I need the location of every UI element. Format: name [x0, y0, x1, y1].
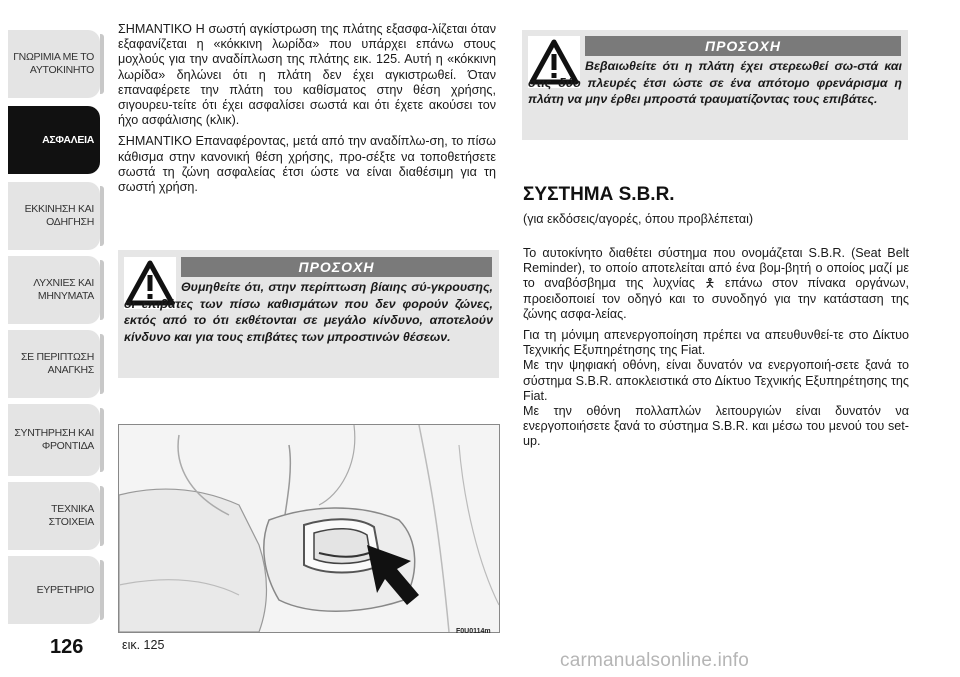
tab-safety[interactable]: ΑΣΦΑΛΕΙΑ	[8, 106, 100, 174]
watermark: carmanualsonline.info	[560, 650, 750, 671]
tab-emergency[interactable]: ΣΕ ΠΕΡΙΠΤΩΣΗ ΑΝΑΓΚΗΣ	[8, 330, 100, 398]
warning-text: Βεβαιωθείτε ότι η πλάτη έχει στερεωθεί σω-στά και στις δύο πλευρές έτσι ώστε σε ένα απότομο φρενάρισμα η πλάτη να μην έρθει μπροστά τραυματίζοντας τους επιβάτες.	[528, 59, 902, 106]
warning-header: ΠΡΟΣΟΧΗ	[585, 36, 901, 56]
tab-shadow	[100, 486, 104, 546]
tab-index[interactable]: ΕΥΡΕΤΗΡΙΟ	[8, 556, 100, 624]
paragraph-seat-belt-position: ΣΗΜΑΝΤΙΚΟ Επαναφέροντας, μετά από την αναδίπλω-ση, το πίσω κάθισμα στην κανονική θέση χρήσης, προ-σέξτε να τοποθετήσετε σωστά τη ζώνη ασφαλείας έτσι ώστε να είναι διαθέσιμη για τη σωστή χρήση.	[118, 134, 496, 195]
tab-shadow	[100, 560, 104, 620]
tab-starting-driving[interactable]: ΕΚΚΙΝΗΣΗ ΚΑΙ ΟΔΗΓΗΣΗ	[8, 182, 100, 250]
warning-box-rear-passengers	[118, 250, 499, 378]
figure-rear-seat-lever	[118, 424, 500, 633]
tab-shadow	[100, 34, 104, 94]
tab-shadow	[100, 260, 104, 320]
tab-shadow	[100, 334, 104, 394]
right-column-text	[523, 246, 909, 456]
paragraph-sbr-reactivation: Για τη μόνιμη απενεργοποίηση πρέπει να απευθυνθεί-τε στο Δίκτυο Τεχνικής Εξυπηρέτησης της Fiat. Με την ψηφιακή οθόνη, είναι δυνατόν να ενεργοποιή-σετε ξανά το σύστημα S.B.R. αποκλειστικά στο Δίκτυο Τεχνικής Εξυπηρέτησης της Fiat. Με την οθόνη πολλαπλών λειτουργιών είναι δυνατόν να ενεργοποιήσετε ξανά το σύστημα S.B.R. και μέσω του μενού του set-up.	[523, 328, 909, 449]
tab-technical-data[interactable]: ΤΕΧΝΙΚΑ ΣΤΟΙΧΕΙΑ	[8, 482, 100, 550]
section-title: ΣΥΣΤΗΜΑ S.B.R.	[523, 184, 675, 205]
page-number: 126	[50, 636, 84, 658]
paragraph-sbr-description: Το αυτοκίνητο διαθέτει σύστημα που ονομάζεται S.B.R. (Seat Belt Reminder), το οποίο αποτελείται από ένα βομ-βητή ο οποίος μαζί με το αναβόσβημα της λυχνίας 🯅 επάνω στον πίνακα οργάνων, προειδοποιεί τον οδηγό και το συνοδηγό για την κατάσταση της ζώνης ασφα-λείας.	[523, 246, 909, 321]
tab-shadow	[100, 186, 104, 246]
figure-code: F0U0114m	[456, 628, 491, 635]
figure-caption: εικ. 125	[122, 638, 165, 652]
warning-header: ΠΡΟΣΟΧΗ	[181, 257, 492, 277]
left-column-text	[118, 22, 496, 201]
tab-warning-lights[interactable]: ΛΥΧΝΙΕΣ ΚΑΙ ΜΗΝΥΜΑΤΑ	[8, 256, 100, 324]
paragraph-backrest-lock: ΣΗΜΑΝΤΙΚΟ Η σωστή αγκίστρωση της πλάτης εξασφα-λίζεται όταν εξαφανίζεται η «κόκκινη λωρίδα» που υπάρχει επάνω στους μοχλούς για την αναδίπλωση της πλάτης εικ. 125. Αυτή η «κόκκινη λωρίδα» δηλώνει ότι η πλάτη δεν έχει αγκιστρωθεί. Όταν επαναφέρετε την πλάτη του καθίσματος στην θέση χρήσης, σιγουρευ-τείτε ότι έχει ασφαλίσει σωστά και ότι έχετε ακούσει τον ήχο ασφάλισης (κλικ).	[118, 22, 496, 128]
tab-shadow	[100, 408, 104, 472]
tab-vehicle-intro[interactable]: ΓΝΩΡΙΜΙΑ ΜΕ ΤΟ ΑΥΤΟΚΙΝΗΤΟ	[8, 30, 100, 98]
warning-box-backrest	[522, 30, 908, 140]
section-subtitle: (για εκδόσεις/αγορές, όπου προβλέπεται)	[523, 212, 754, 226]
tab-maintenance[interactable]: ΣΥΝΤΗΡΗΣΗ ΚΑΙ ΦΡΟΝΤΙΔΑ	[8, 404, 100, 476]
warning-text: Θυμηθείτε ότι, στην περίπτωση βίαιης σύ-γκρουσης, οι επιβάτες των πίσω καθισμάτων που δεν φορούν ζώνες, εκτός από το ότι εκθέτονται σε μεγάλο κίνδυνο, αποτελούν κίνδυνο και για τους επιβάτες των μπροστινών θέσεων.	[124, 280, 493, 344]
